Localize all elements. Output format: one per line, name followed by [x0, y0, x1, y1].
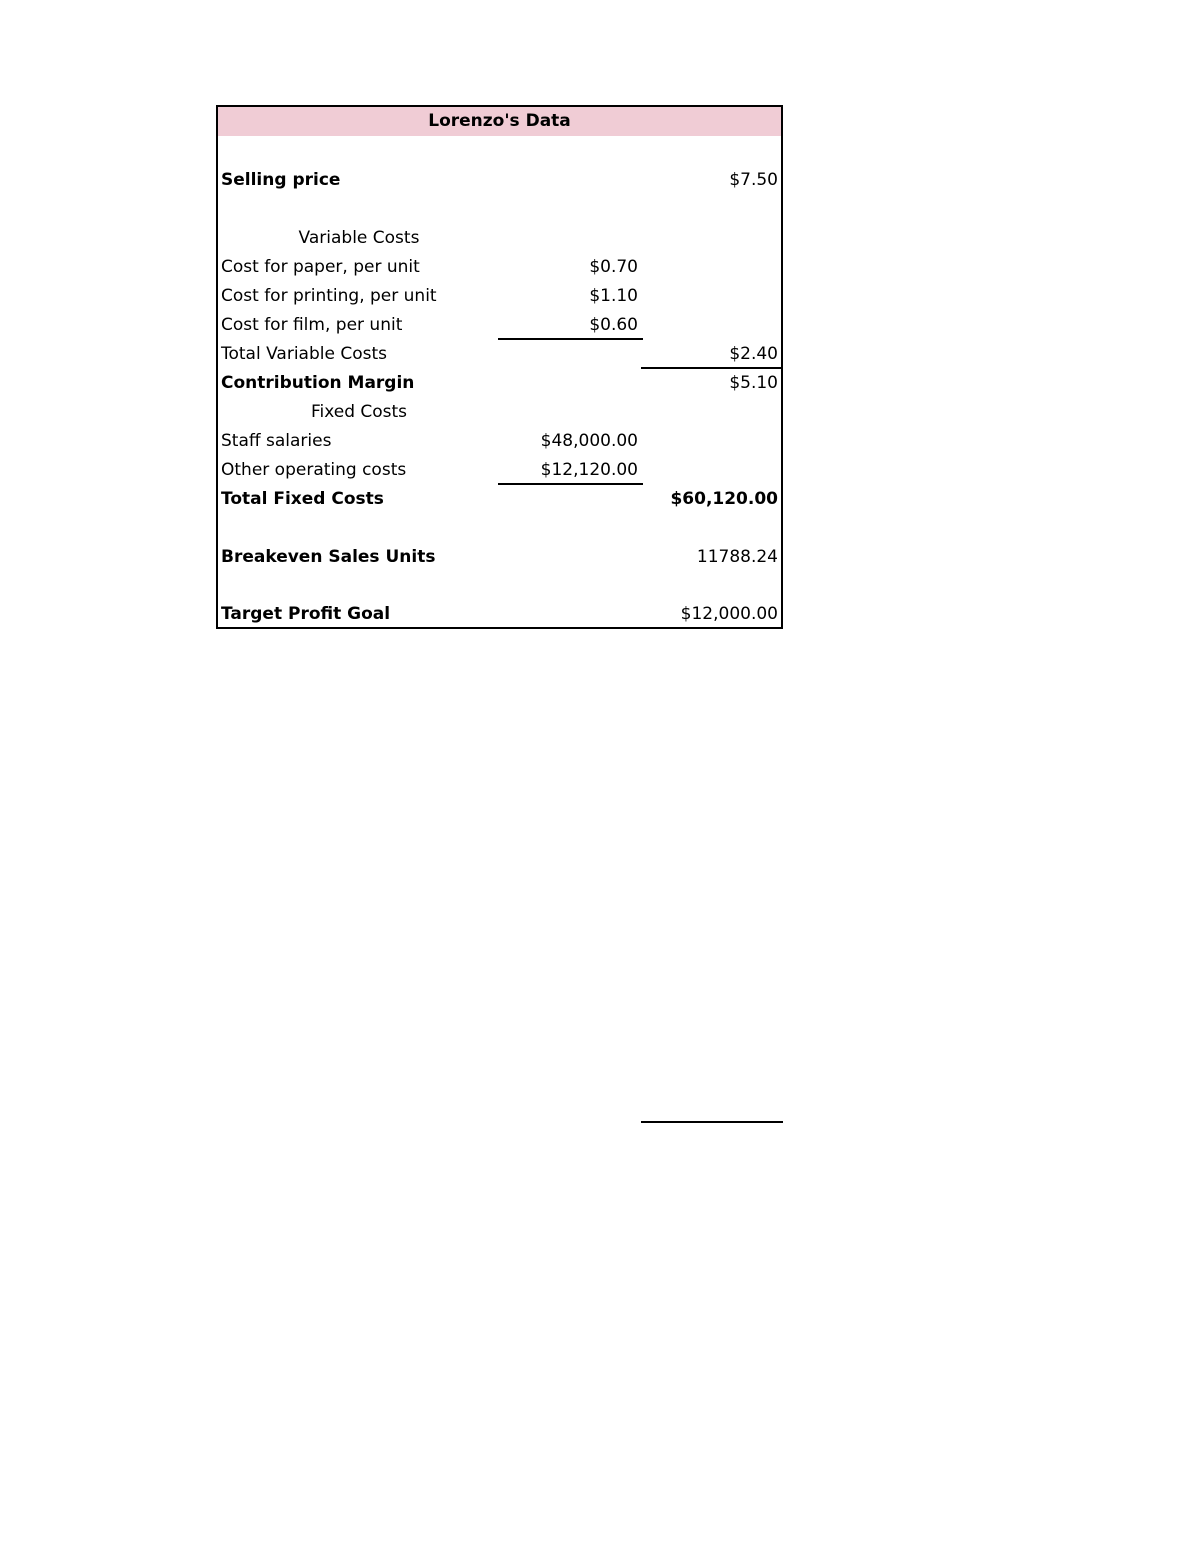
variable-total-rule [641, 367, 781, 369]
breakeven-label: Breakeven Sales Units [221, 547, 436, 567]
other-operating-costs-value: $12,120.00 [540, 460, 638, 480]
selling-price-label: Selling price [221, 170, 341, 190]
fixed-subtotal-rule [498, 483, 643, 485]
breakeven-value: 11788.24 [696, 547, 778, 567]
total-variable-costs-value: $2.40 [729, 344, 778, 364]
staff-salaries-label: Staff salaries [221, 431, 332, 451]
printing-cost-value: $1.10 [589, 286, 638, 306]
table-title: Lorenzo's Data [218, 107, 781, 136]
target-profit-value: $12,000.00 [680, 604, 778, 624]
fixed-costs-heading: Fixed Costs [310, 402, 408, 422]
film-cost-label: Cost for film, per unit [221, 315, 403, 335]
paper-cost-label: Cost for paper, per unit [221, 257, 420, 277]
target-profit-label: Target Profit Goal [221, 604, 391, 624]
total-variable-costs-label: Total Variable Costs [221, 344, 387, 364]
lorenzos-data-table [216, 105, 783, 629]
variable-costs-heading: Variable Costs [298, 228, 420, 248]
selling-price-value: $7.50 [729, 170, 778, 190]
other-operating-costs-label: Other operating costs [221, 460, 407, 480]
printing-cost-label: Cost for printing, per unit [221, 286, 437, 306]
total-fixed-costs-label: Total Fixed Costs [221, 489, 384, 509]
paper-cost-value: $0.70 [589, 257, 638, 277]
variable-subtotal-rule [498, 338, 643, 340]
stray-underline-rule [641, 1121, 783, 1123]
total-fixed-costs-value: $60,120.00 [670, 489, 778, 509]
contribution-margin-value: $5.10 [729, 373, 778, 393]
film-cost-value: $0.60 [589, 315, 638, 335]
staff-salaries-value: $48,000.00 [540, 431, 638, 451]
contribution-margin-label: Contribution Margin [221, 373, 415, 393]
